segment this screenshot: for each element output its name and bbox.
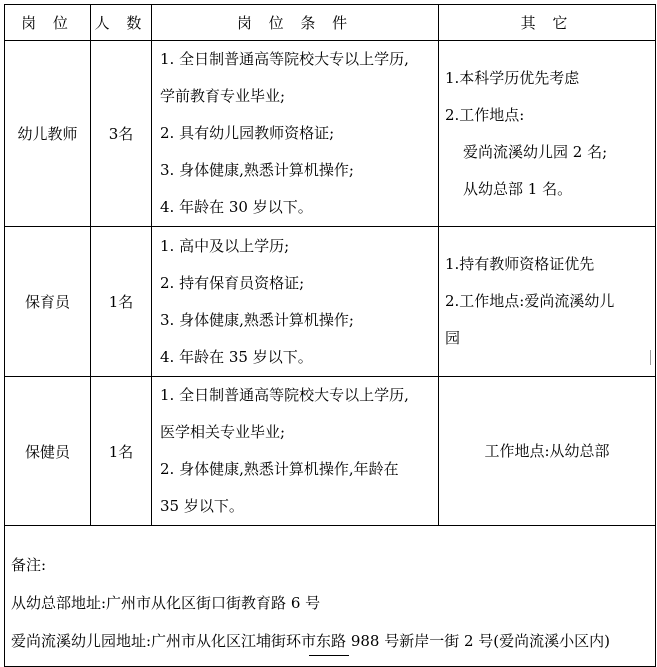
condition-line: 1. 全日制普通高等院校大专以上学历, [160,386,409,404]
table-row [5,41,656,227]
condition-line: 学前教育专业毕业; [160,87,286,105]
condition-line: 1. 高中及以上学历; [160,236,290,255]
conditions-cell [152,41,439,227]
other-line: 2.工作地点: [445,105,525,124]
count-cell: 1名 [91,227,152,377]
count-cell: 1名 [91,377,152,526]
other-line: 爱尚流溪幼儿园 2 名; [463,142,608,161]
other-cell [439,227,656,377]
condition-line: 1. 全日制普通高等院校大专以上学历, [160,50,409,68]
condition-line: 35 岁以下。 [160,497,244,515]
condition-line: 3. 身体健康,熟悉计算机操作; [160,310,354,329]
condition-line: 4. 年龄在 35 岁以下。 [160,347,313,366]
notes-address-headquarters: 从幼总部地址:广州市从化区街口街教育路 6 号 [11,594,321,612]
condition-line: 医学相关专业毕业; [160,423,286,441]
condition-line: 4. 年龄在 30 岁以下。 [160,198,313,216]
header-conditions: 岗 位 条 件 [152,5,439,41]
other-line: 1.持有教师资格证优先 [445,255,595,273]
notes-title: 备注: [11,556,47,574]
condition-line: 3. 身体健康,熟悉计算机操作; [160,161,354,179]
other-line: 工作地点:从幼总部 [484,441,610,460]
other-cell [439,377,656,526]
notes-cell [5,526,656,667]
notes-row [5,526,656,667]
page-edge-mark [309,655,349,660]
header-other: 其 它 [439,5,656,41]
conditions-cell [152,377,439,526]
condition-line: 2. 持有保育员资格证; [160,273,305,292]
other-line: 从幼总部 1 名。 [463,179,573,198]
other-line: 2.工作地点:爱尚流溪幼儿 [445,292,615,310]
position-cell: 保健员 [5,377,91,526]
condition-line: 2. 身体健康,熟悉计算机操作,年龄在 [160,460,399,478]
header-row [5,5,656,41]
position-cell: 幼儿教师 [5,41,91,227]
other-line: 1.本科学历优先考虑 [445,68,580,87]
recruitment-table [4,4,656,667]
other-line: 园 [445,329,461,347]
other-cell [439,41,656,227]
cursor-mark [650,350,654,365]
header-position: 岗 位 [5,5,91,41]
position-cell: 保育员 [5,227,91,377]
table-row [5,377,656,526]
header-count: 人 数 [91,5,152,41]
condition-line: 2. 具有幼儿园教师资格证; [160,124,335,142]
table-row [5,227,656,377]
notes-address-kindergarten: 爱尚流溪幼儿园地址:广州市从化区江埔街环市东路 988 号新岸一街 2 号(爱尚流溪小区内) [11,632,611,650]
conditions-cell [152,227,439,377]
count-cell: 3名 [91,41,152,227]
